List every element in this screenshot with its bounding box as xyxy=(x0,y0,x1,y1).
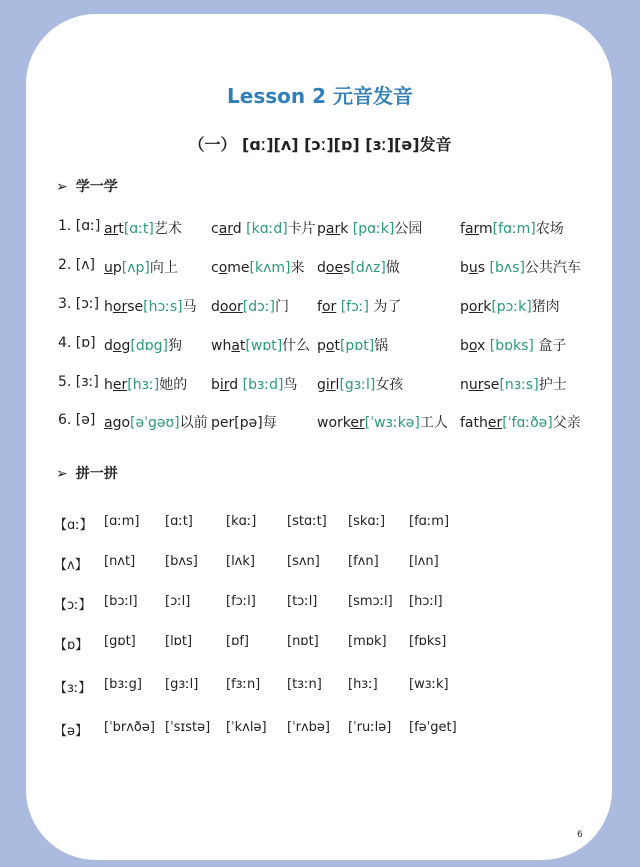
word-ipa: [ˈwɜːkə] xyxy=(364,415,420,431)
word-ipa: [dʌz] xyxy=(350,260,386,276)
phonetic-item: [fɑːm] xyxy=(409,514,450,529)
word-cn: 工人 xyxy=(419,415,448,431)
word-u: or xyxy=(321,299,337,315)
word-pre: fath xyxy=(460,415,488,431)
word-pre: h xyxy=(104,377,113,393)
word-post: s xyxy=(477,260,490,276)
vowel-label: 【ɒ】 xyxy=(54,638,89,653)
word-u: o xyxy=(325,338,335,354)
word-post: m xyxy=(479,221,493,237)
section-learn xyxy=(56,176,118,196)
phonetic-item: [hɜː] xyxy=(348,677,378,692)
vowel-number: 5. [ɜː] xyxy=(58,374,99,390)
word-u: o xyxy=(218,260,228,276)
word-u: oor xyxy=(219,299,243,315)
word-ipa: [pɑːk] xyxy=(352,221,395,237)
vowel-label: 【ɔː】 xyxy=(54,598,92,613)
word-ipa: [ʌp] xyxy=(121,260,150,276)
phonetic-item: [nʌt] xyxy=(104,554,136,569)
phonetic-item: [lʌn] xyxy=(409,554,439,569)
word-ipa: [hɔːs] xyxy=(143,299,183,315)
word-ipa: [dɒg] xyxy=(130,338,168,354)
phonetic-item: [smɔːl] xyxy=(348,594,393,609)
word-cn: 艺术 xyxy=(153,221,182,237)
vowel-number: 6. [ə] xyxy=(58,412,96,428)
word-pre: c xyxy=(211,260,219,276)
word-post: l xyxy=(335,377,340,393)
word-post: go xyxy=(112,415,131,431)
word-u: u xyxy=(468,260,478,276)
word-ipa: [wɒt] xyxy=(245,338,283,354)
word-u: o xyxy=(468,338,478,354)
word-u: ar xyxy=(464,221,480,237)
word-cn: 以前 xyxy=(179,415,208,431)
word-post: d xyxy=(232,221,247,237)
word-u: a xyxy=(231,338,240,354)
word-pre: d xyxy=(211,299,220,315)
word-pre: b xyxy=(211,377,220,393)
phonetic-item: [fɒks] xyxy=(409,634,447,649)
word-ipa: [dɔː] xyxy=(242,299,275,315)
phonetic-item: [fəˈget] xyxy=(409,720,457,735)
word-pre: b xyxy=(460,338,469,354)
vowel-label: 【ɜː】 xyxy=(54,681,92,696)
word-cn: 她的 xyxy=(159,377,188,393)
arrow-icon: ➢ xyxy=(56,179,68,195)
word-cn: 做 xyxy=(385,260,400,276)
vowel-label: 【ɑː】 xyxy=(54,518,93,533)
phonetic-item: [mɒk] xyxy=(348,634,387,649)
phonetic-item: [fɜːn] xyxy=(226,677,261,692)
word-u: er xyxy=(487,415,503,431)
word-entry xyxy=(460,335,566,355)
word-u: ar xyxy=(325,221,341,237)
phonetic-item: [ɔːl] xyxy=(165,594,191,609)
word-post: p xyxy=(112,260,122,276)
word-entry xyxy=(460,412,581,432)
word-entry xyxy=(104,257,178,277)
word-pre: wh xyxy=(211,338,232,354)
word-entry xyxy=(317,257,400,277)
word-pre: d xyxy=(317,260,326,276)
word-cn: 鸟 xyxy=(283,377,298,393)
lesson-title: Lesson 2 元音发音 xyxy=(227,84,413,108)
phonetic-item: [ˈsɪstə] xyxy=(165,720,211,735)
vowel-number: 3. [ɔː] xyxy=(58,296,100,312)
phonetic-item: [ɑːt] xyxy=(165,514,193,529)
word-cn: 公共汽车 xyxy=(524,260,581,276)
word-u: ur xyxy=(468,377,484,393)
word-ipa: [fɑːm] xyxy=(492,221,536,237)
word-u: u xyxy=(104,260,113,276)
word-u: or xyxy=(468,299,484,315)
vowel-number: 2. [ʌ] xyxy=(58,257,96,273)
word-cn: 护士 xyxy=(538,377,567,393)
word-pre: p xyxy=(460,299,469,315)
word-pre: b xyxy=(460,260,469,276)
word-entry xyxy=(317,218,422,238)
word-entry xyxy=(460,296,560,316)
word-entry xyxy=(317,296,401,316)
word-post: k xyxy=(483,299,492,315)
phonetic-item: [nɒt] xyxy=(287,634,319,649)
word-ipa: [pɒt] xyxy=(339,338,375,354)
word-u: o xyxy=(112,338,122,354)
phonetic-item: [kɑː] xyxy=(226,514,257,529)
vowel-number: 1. [ɑː] xyxy=(58,218,101,234)
word-cn: 每 xyxy=(262,415,277,431)
vowel-number: 4. [ɒ] xyxy=(58,335,96,351)
word-entry xyxy=(460,374,567,394)
word-entry xyxy=(317,412,448,432)
word-post: se xyxy=(127,299,144,315)
word-u: ar xyxy=(104,221,119,237)
word-post: t xyxy=(334,338,340,354)
word-entry xyxy=(104,412,208,432)
word-u: ar xyxy=(218,221,233,237)
phonetic-item: [hɔːl] xyxy=(409,594,443,609)
word-cn: 门 xyxy=(275,299,289,315)
word-entry xyxy=(104,374,187,394)
word-cn: 什么 xyxy=(282,338,311,354)
word-pre: h xyxy=(104,299,113,315)
word-pre: n xyxy=(460,377,469,393)
word-pre: p xyxy=(317,338,326,354)
phonetic-item: [fʌn] xyxy=(348,554,379,569)
section-learn-label: 学一学 xyxy=(75,179,118,195)
phonetic-item: [ˈrʌbə] xyxy=(287,720,331,735)
word-u: oe xyxy=(325,260,344,276)
phonetic-item: [skɑː] xyxy=(348,514,386,529)
word-ipa: [nɜːs] xyxy=(499,377,539,393)
phonetic-item: [ˈruːlə] xyxy=(348,720,392,735)
phonetic-item: [lɒt] xyxy=(165,634,193,649)
word-u: or xyxy=(112,299,128,315)
word-u: ir xyxy=(219,377,230,393)
word-ipa: [əˈgəʊ] xyxy=(130,415,180,431)
phonetic-item: [sʌn] xyxy=(287,554,320,569)
word-entry xyxy=(460,218,564,238)
word-pre: f xyxy=(460,221,465,237)
word-post: k xyxy=(340,221,353,237)
word-cn: 猪肉 xyxy=(531,299,560,315)
word-pre: work xyxy=(317,415,351,431)
word-entry xyxy=(104,335,182,355)
word-cn: 卡片 xyxy=(287,221,316,237)
word-cn: 马 xyxy=(182,299,197,315)
word-entry xyxy=(211,412,277,432)
word-post: t xyxy=(239,338,246,354)
word-post: d xyxy=(229,377,243,393)
phonetic-item: [stɑːt] xyxy=(287,514,327,529)
word-ipa: [kʌm] xyxy=(249,260,291,276)
phonetic-item: [lʌk] xyxy=(226,554,255,569)
word-pre: d xyxy=(104,338,113,354)
word-post: s xyxy=(343,260,351,276)
word-entry xyxy=(211,296,289,316)
phonetic-item: [fɔːl] xyxy=(226,594,256,609)
phonetic-item: [tɜːn] xyxy=(287,677,322,692)
word-post: me xyxy=(227,260,250,276)
word-cn: 公园 xyxy=(394,221,423,237)
word-entry xyxy=(104,296,197,316)
phonetic-item: [ɒf] xyxy=(226,634,249,649)
word-ipa: [bɒks] xyxy=(489,338,534,354)
word-u: er xyxy=(112,377,128,393)
word-pre: f xyxy=(317,299,322,315)
word-post: se xyxy=(483,377,500,393)
word-cn: 女孩 xyxy=(375,377,404,393)
word-ipa: [fɔː] xyxy=(340,299,369,315)
page-number: 6 xyxy=(577,830,583,840)
word-ipa: [gɜːl] xyxy=(339,377,376,393)
phonetic-item: [ˈbrʌðə] xyxy=(104,720,155,735)
phonetic-item: [gɒt] xyxy=(104,634,136,649)
word-entry xyxy=(211,335,310,355)
word-ipa: [ˈfɑːðə] xyxy=(502,415,553,431)
word-entry xyxy=(104,218,182,238)
word-entry xyxy=(211,257,305,277)
vowel-label: 【ʌ】 xyxy=(54,558,88,573)
phonetic-item: [bɔːl] xyxy=(104,594,138,609)
arrow-icon: ➢ xyxy=(56,466,68,482)
word-cn: 为了 xyxy=(368,299,402,315)
word-ipa: [pɔːk] xyxy=(491,299,532,315)
word-post: x xyxy=(477,338,490,354)
phonetic-item: [wɜːk] xyxy=(409,677,449,692)
word-cn: 父亲 xyxy=(552,415,581,431)
word-entry xyxy=(317,374,403,394)
phonetic-item: [ɑːm] xyxy=(104,514,140,529)
word-post: t xyxy=(118,221,124,237)
word-cn: 农场 xyxy=(535,221,564,237)
word-entry xyxy=(211,374,298,394)
word-ipa: [hɜː] xyxy=(127,377,160,393)
word-cn: 向上 xyxy=(149,260,178,276)
word-u: ir xyxy=(325,377,336,393)
word-ipa: [ɑːt] xyxy=(123,221,154,237)
phonetic-item: [ˈkʌlə] xyxy=(226,720,267,735)
word-ipa: [bɜːd] xyxy=(242,377,284,393)
section-spell xyxy=(56,463,118,483)
phonetic-item: [gɜːl] xyxy=(165,677,199,692)
vowel-label: 【ə】 xyxy=(54,724,88,739)
word-u: er xyxy=(350,415,365,431)
phonetic-item: [bʌs] xyxy=(165,554,198,569)
word-pre: g xyxy=(317,377,326,393)
word-entry xyxy=(317,335,388,355)
word-cn: 盒子 xyxy=(533,338,567,354)
section-spell-label: 拼一拼 xyxy=(75,466,118,482)
word-pre: per[pə] xyxy=(211,415,263,431)
word-entry xyxy=(211,218,316,238)
word-pre: p xyxy=(317,221,326,237)
phonetic-item: [tɔːl] xyxy=(287,594,318,609)
word-post: g xyxy=(121,338,131,354)
word-u: a xyxy=(104,415,113,431)
word-pre: c xyxy=(211,221,219,237)
lesson-subtitle: （一） [ɑː][ʌ] [ɔː][ɒ] [ɜː][ə]发音 xyxy=(188,135,452,154)
word-ipa: [kɑːd] xyxy=(246,221,288,237)
word-entry xyxy=(460,257,581,277)
word-cn: 来 xyxy=(290,260,305,276)
phonetic-item: [bɜːg] xyxy=(104,677,142,692)
word-ipa: [bʌs] xyxy=(489,260,525,276)
word-cn: 锅 xyxy=(374,338,389,354)
word-cn: 狗 xyxy=(167,338,182,354)
